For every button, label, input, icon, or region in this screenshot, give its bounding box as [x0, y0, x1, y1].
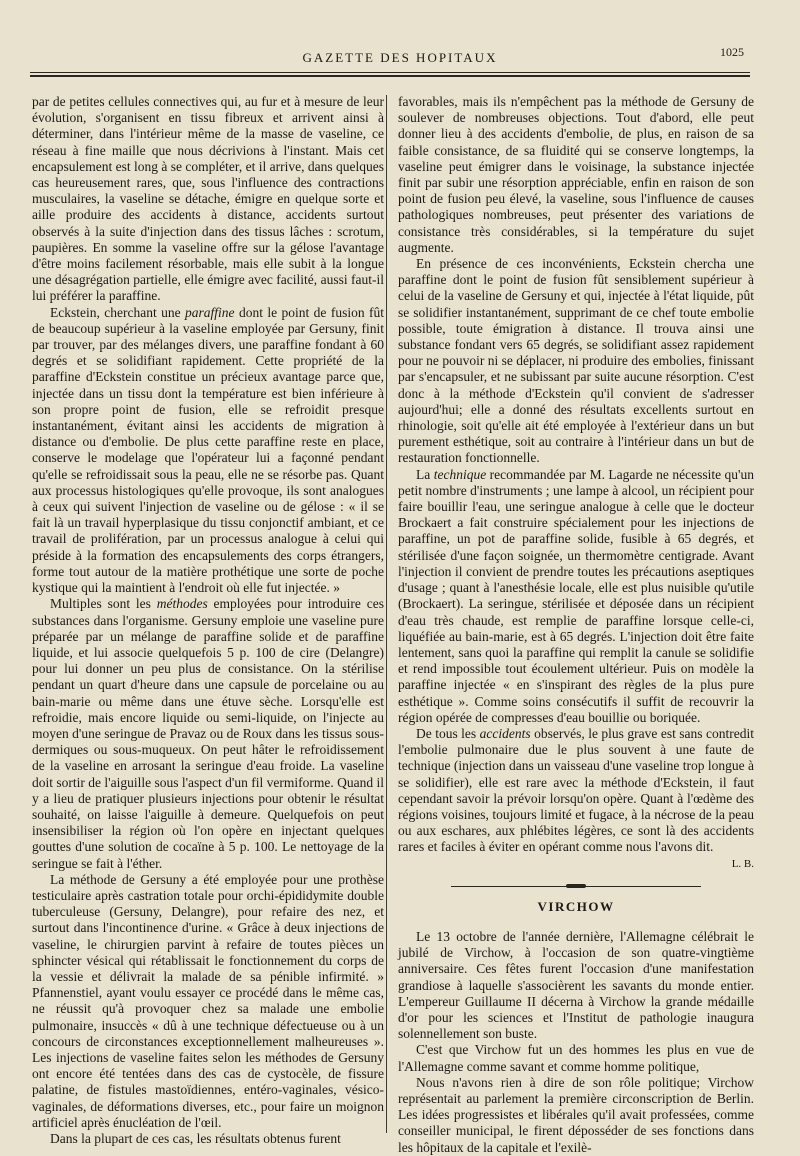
italic-term: paraffine [185, 304, 235, 320]
text-run: dont le point de fusion fût de beaucoup supérieur à la vaseline employée par Gersuny, finit par trouver, par des mélanges divers, une paraffine fondant à 60 degrés et se solidifiant rapidement. Cette propriété de la paraffine d'Eckstein constitue un précieux avantage parce que, injectée dans un tissu dont la température est bien inférieure à son propre point de fusion, elle se refroidit presque instantanément, évitant ainsi les accidents de migration à distance ou d'embolie. De plus cette paraffine reste en place, conserve le modelage que l'opérateur lui a façonné pendant qu'elle se refroidissait sous la peau, elle ne se résorbe pas. Quant aux processus histologiques qu'elle provoque, ils sont analogues à ceux qui suivent l'injection de vaseline ou de gélose : « il se fait là un travail hyperplasique du tissu conjonctif ambiant, et ce travail de prolifération, par un processus analogue à celui qui préside à la formation des encapsulements des corps étrangers, forme tout autour de la matière prothétique une sorte de poche kystique qui la maintient à l'endroit où elle fut injectée. » [32, 304, 384, 596]
virchow-paragraph-1: Le 13 octobre de l'année dernière, l'Allemagne célébrait le jubilé de Virchow, à l'occasion de son quatre-vingtième anniversaire. Ces fêtes furent l'occasion d'une manifestation grandiose à laquelle s'associèrent les savants du monde entier. L'empereur Guillaume II décerna à Virchow la grande médaille d'or pour les sciences et l'Institut de pathologie inaugura solennellement son buste. [398, 928, 754, 1042]
text-run: La [416, 466, 434, 482]
text-run: De tous les [416, 725, 480, 741]
section-title: VIRCHOW [537, 898, 615, 914]
right-paragraph-2: En présence de ces inconvénients, Eckstein chercha une paraffine dont le point de fusion fût sensiblement supérieur à celui de la vaseline de Gersuny et qui, injectée à l'état liquide, pût se solidifier instantanément, supprimant de ce chef toute embolie possible, toute émigration à distance. Il trouva ainsi une substance fondant vers 65 degrés, se solidifiant assez rapidement pour ne pouvoir ni se déplacer, ni produire des embolies, finissant par s'encapsuler, et ne subissant par suite aucune résorption. C'est donc à la méthode d'Eckstein qu'il convient de s'adresser aujourd'hui; elle a donné des résultats excellents surtout en rhinologie, soit qu'elle ait été employée à l'extérieur dans un but purement esthétique, soit au contraire à l'intérieur dans un but de restauration fonctionnelle. [398, 256, 754, 466]
text-run: employées pour introduire ces substances dans l'organisme. Gersuny emploie une vaseline pure préparée par un mélange de paraffine solide et de paraffine liquide, et lui associe quelquefois 5 p. 100 de cire (Delangre) pour lui donner un peu plus de consistance. On la stérilise pendant un quart d'heure dans une capsule de porcelaine ou au bain-marie ou même dans une étuve sèche. Lorsqu'elle est refroidie, mais encore liquide ou semi-liquide, on l'injecte au moyen d'une seringue de Pravaz ou de Roux dans les tissus sous-dermiques ou sous-muqueux. On peut hâter le refroidissement de la vaseline en arrosant la seringue d'eau froide. La vaseline doit sortir de l'aiguille sous l'aspect d'un fil vermiforme. Quand il y a lieu de pratiquer plusieurs injections pour obtenir le résultat souhaité, on laisse l'aiguille à demeure. Quelquefois on peut insensibiliser la région où l'on opère en injectant quelques gouttes d'une solution de cocaïne à 5 p. 100. Le nettoyage de la seringue se fait à l'éther. [32, 596, 384, 871]
header-rule-thick [30, 75, 750, 77]
italic-term: accidents [479, 725, 531, 741]
right-paragraph-3 [398, 467, 754, 726]
text-run: Multiples sont les [50, 596, 157, 612]
right-paragraph-4 [398, 726, 754, 856]
header-rule-thin [30, 72, 750, 73]
text-run: Eckstein, cherchant une [50, 304, 186, 320]
text-run: recommandée par M. Lagarde ne nécessite qu'un petit nombre d'instruments ; une lampe à alcool, un récipient pour faire bouillir l'eau, une seringue analogue à celle que le docteur Brockaert a fait construire spécialement pour les injections de paraffine, un pot de paraffine solide, fusible à 65 degrés, et stérilisée d'une façon soignée, un thermomètre centigrade. Avant l'injection il convient de prendre toutes les précautions aseptiques d'usage ; quant à l'anesthésie locale, elle est plus nuisible qu'utile (Brockaert). La seringue, stérilisée et déposée dans un récipient d'eau très chaude, est remplie de paraffine lorsque celle-ci, liquéfiée au bain-marie, est à 65 degrés. L'injection doit être faite lentement, sans quoi la paraffine qui remplit la canule se solidifie et rend impossible tout écoulement ultérieur. Puis on modèle la paraffine injectée « en s'inspirant des règles de la plus pure esthétique ». Comme soins consécutifs il suffit de recouvrir la région opérée de compresses d'eau bouillie ou boriquée. [398, 466, 754, 725]
section-ornament-rule [451, 886, 701, 887]
column-divider [386, 95, 387, 1133]
left-paragraph-2 [32, 305, 384, 597]
virchow-paragraph-3: Nous n'avons rien à dire de son rôle politique; Virchow représentait au parlement la première circonscription de Berlin. Les idées progressistes et libérales qu'il avait professées, comme conseiller municipal, le firent déposséder de ses fonctions dans les hôpitaux de la capitale et l'exilè- [398, 1074, 754, 1155]
right-paragraph-1: favorables, mais ils n'empêchent pas la méthode de Gersuny de soulever de nombreuses objections. Tout d'abord, elle peut donner lieu à des accidents d'embolie, de plus, en raison de sa faible consistance, de sa fluidité qui se conserve longtemps, la vaseline peut émigrer dans le voisinage, la substance injectée finit par subir une résorption appréciable, enfin en raison de son point de fusion peu élevé, la vaseline, sous l'influence de causes pathologiques nombreuses, peut présenter des variations de consistance très considérables, si la température du sujet augmente. [398, 94, 754, 255]
left-column [32, 94, 384, 1147]
left-paragraph-4: La méthode de Gersuny a été employée pour une prothèse testiculaire après castration totale pour orchi-épididymite double tuberculeuse (Gersuny, Delangre), pour refaire des nez, et surtout dans l'incontinence d'urine. « Grâce à deux injections de vaseline, le chirurgien parvint à refaire de toutes pièces un sphincter vésical qui rétablissait le fonctionnement du corps de la vessie et délivrait la malade de sa pénible infirmité. » Pfannenstiel, ayant voulu essayer ce procédé dans le même cas, ne réussit qu'à provoquer chez sa malade une embolie pulmonaire, insuccès « dû à une technique défectueuse ou à un concours de circonstances exceptionnellement malheureuses ». Les injections de vaseline faites selon les méthodes de Gersuny ont encore été tentées dans des cas de cystocèle, de fissure palatine, de fistules mastoïdiennes, entéro-vaginales, vésico-vaginales, de déformations diverses, etc., pour faire un moignon artificiel après énucléation de l'œil. [32, 871, 384, 1130]
italic-term: technique [433, 466, 487, 482]
left-paragraph-5: Dans la plupart de ces cas, les résultats obtenus furent [50, 1131, 341, 1146]
page-number: 1025 [720, 45, 744, 59]
left-paragraph-3 [32, 596, 384, 871]
running-header: GAZETTE DES HOPITAUX [302, 50, 498, 65]
author-signature: L. B. [731, 857, 754, 870]
text-run: observés, le plus grave est sans contredit l'embolie pulmonaire due le plus souvent à une faute de technique (injection dans un vaisseau d'une vaseline trop longue à se solidifier), elle est rare avec la méthode d'Eckstein, il faut cependant savoir la prévoir lorsqu'on opère. Quant à l'œdème des régions voisines, toujours limité et fugace, à la nécrose de la peau ou aux eschares, aux phlébites légères, ce sont là des accidents rares et faciles à éviter en opérant comme nous l'avons dit. [398, 725, 754, 855]
right-column [398, 94, 754, 1156]
left-paragraph-1: par de petites cellules connectives qui, au fur et à mesure de leur évolution, s'organisent en tissu fibreux et arrivent ainsi à déterminer, dans l'intérieur même de la masse de vaseline, ce réseau à fine maille que nous décrivions à l'instant. Mais cet encapsulement est long à se compléter, et il arrive, dans quelques cas heureusement rares, que, sous l'influence des contractions musculaires, la vaseline se détache, émigre en quelque sorte et aille produire des accidents à distance, accidents surtout observés à la suite d'injection dans des tissus lâches : scrotum, paupières. En somme la vaseline offre sur la gélose l'avantage d'être moins facilement résorbable, mais elle subit à la longue une désagrégation partielle, elle émigre avec facilité, aussi faut-il lui préférer la paraffine. [32, 94, 384, 304]
italic-term: méthodes [156, 596, 208, 612]
virchow-paragraph-2: C'est que Virchow fut un des hommes les plus en vue de l'Allemagne comme savant et comme homme politique, [398, 1042, 754, 1074]
